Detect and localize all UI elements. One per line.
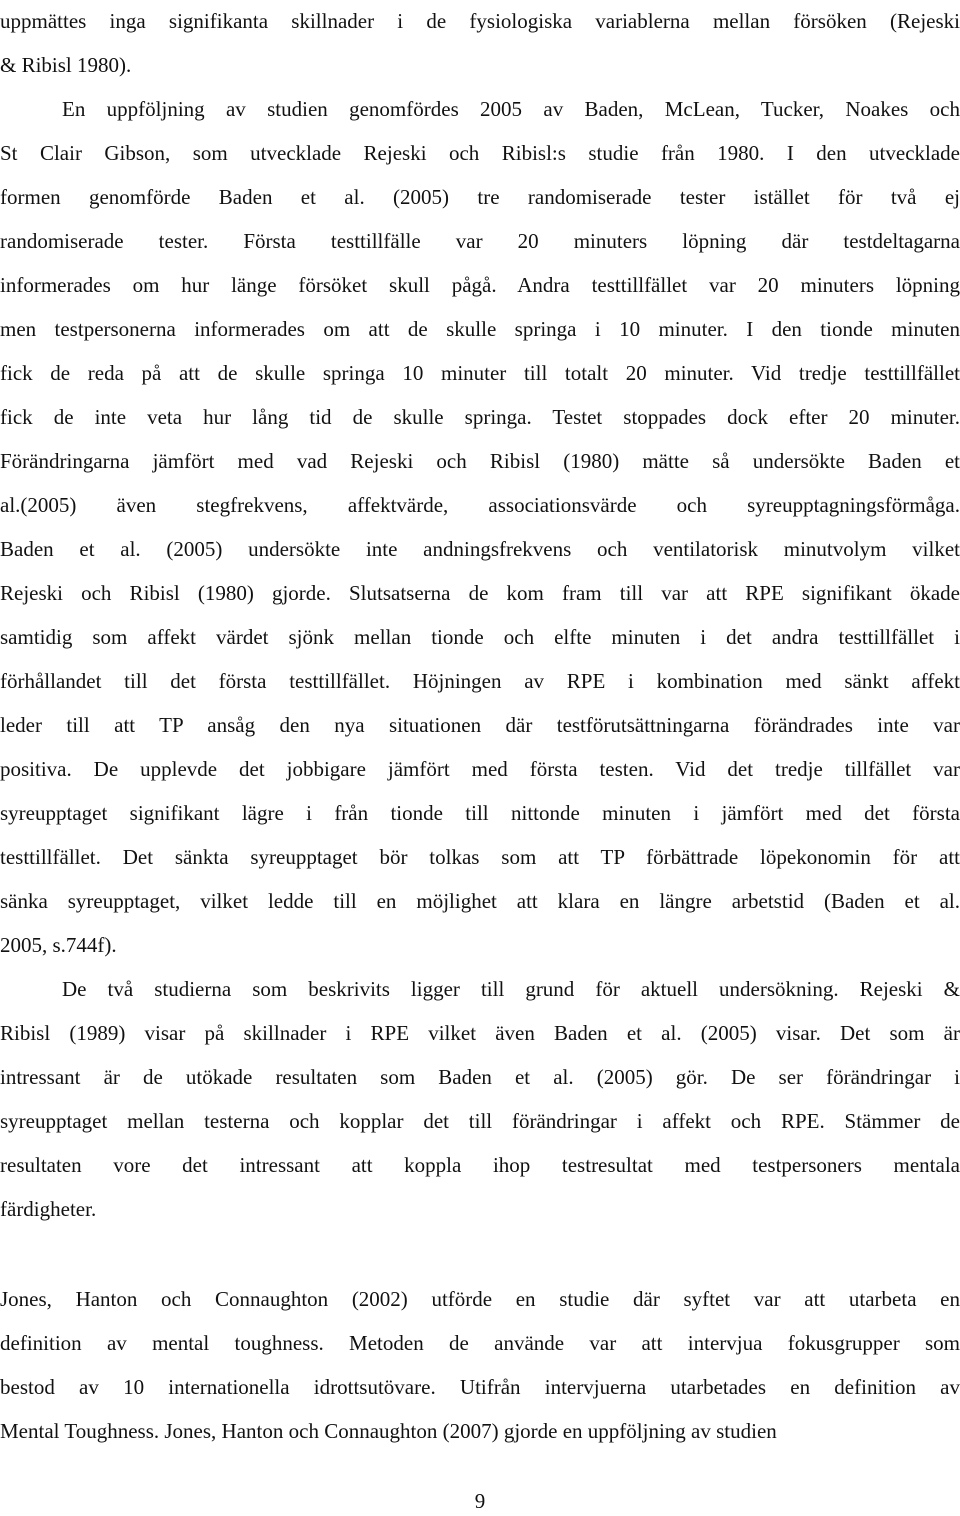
- text-line: syreupptaget mellan testerna och kopplar det till förändringar i affekt och RPE. Stämmer de: [0, 1109, 960, 1133]
- text-line: al.(2005) även stegfrekvens, affektvärde, associationsvärde och syreupptagningsförmåga.: [0, 493, 960, 517]
- text-line: resultaten vore det intressant att koppla ihop testresultat med testpersoners mentala: [0, 1153, 960, 1177]
- text-line: leder till att TP ansåg den nya situationen där testförutsättningarna förändrades inte var: [0, 713, 960, 737]
- text-line: bestod av 10 internationella idrottsutövare. Utifrån intervjuerna utarbetades en definition av: [0, 1375, 960, 1399]
- text-line: Rejeski och Ribisl (1980) gjorde. Slutsatserna de kom fram till var att RPE signifikant ökade: [0, 581, 960, 605]
- text-line: intressant är de utökade resultaten som Baden et al. (2005) gör. De ser förändringar i: [0, 1065, 960, 1089]
- text-line: syreupptaget signifikant lägre i från tionde till nittonde minuten i jämfört med det första: [0, 801, 960, 825]
- text-line: förhållandet till det första testtillfället. Höjningen av RPE i kombination med sänkt affekt: [0, 669, 960, 693]
- text-line: 2005, s.744f).: [0, 933, 117, 957]
- text-line: fick de reda på att de skulle springa 10 minuter till totalt 20 minuter. Vid tredje testtillfället: [0, 361, 960, 385]
- text-line: färdigheter.: [0, 1197, 97, 1221]
- text-line: St Clair Gibson, som utvecklade Rejeski och Ribisl:s studie från 1980. I den utvecklade: [0, 141, 960, 165]
- text-line: Jones, Hanton och Connaughton (2002) utförde en studie där syftet var att utarbeta en: [0, 1287, 960, 1311]
- text-line: Ribisl (1989) visar på skillnader i RPE vilket även Baden et al. (2005) visar. Det som är: [0, 1021, 960, 1045]
- text-line: uppmättes inga signifikanta skillnader i de fysiologiska variablerna mellan försöken (Rejeski: [0, 9, 960, 33]
- text-line: formen genomförde Baden et al. (2005) tre randomiserade tester istället för två ej: [0, 185, 960, 209]
- text-line: Baden et al. (2005) undersökte inte andningsfrekvens och ventilatorisk minutvolym vilket: [0, 537, 960, 561]
- text-line: randomiserade tester. Första testtillfälle var 20 minuters löpning där testdeltagarna: [0, 229, 960, 253]
- text-line: definition av mental toughness. Metoden de använde var att intervjua fokusgrupper som: [0, 1331, 960, 1355]
- text-line: & Ribisl 1980).: [0, 53, 132, 77]
- text-line: fick de inte veta hur lång tid de skulle springa. Testet stoppades dock efter 20 minuter.: [0, 405, 960, 429]
- text-line: testtillfället. Det sänkta syreupptaget bör tolkas som att TP förbättrade löpekonomin för att: [0, 845, 960, 869]
- text-line: men testpersonerna informerades om att de skulle springa i 10 minuter. I den tionde minuten: [0, 317, 960, 341]
- text-line: En uppföljning av studien genomfördes 2005 av Baden, McLean, Tucker, Noakes och: [62, 97, 960, 121]
- page-number: 9: [474, 1489, 486, 1513]
- text-line: samtidig som affekt värdet sjönk mellan tionde och elfte minuten i det andra testtillfället i: [0, 625, 960, 649]
- text-line: Mental Toughness. Jones, Hanton och Connaughton (2007) gjorde en uppföljning av studien: [0, 1419, 777, 1443]
- text-line: informerades om hur länge försöket skull pågå. Andra testtillfället var 20 minuters löpning: [0, 273, 960, 297]
- text-line: positiva. De upplevde det jobbigare jämfört med första testen. Vid det tredje tillfället var: [0, 757, 960, 781]
- text-line: De två studierna som beskrivits ligger till grund för aktuell undersökning. Rejeski &: [62, 977, 960, 1001]
- text-line: sänka syreupptaget, vilket ledde till en möjlighet att klara en längre arbetstid (Baden et al.: [0, 889, 960, 913]
- text-line: Förändringarna jämfört med vad Rejeski och Ribisl (1980) mätte så undersökte Baden et: [0, 449, 960, 473]
